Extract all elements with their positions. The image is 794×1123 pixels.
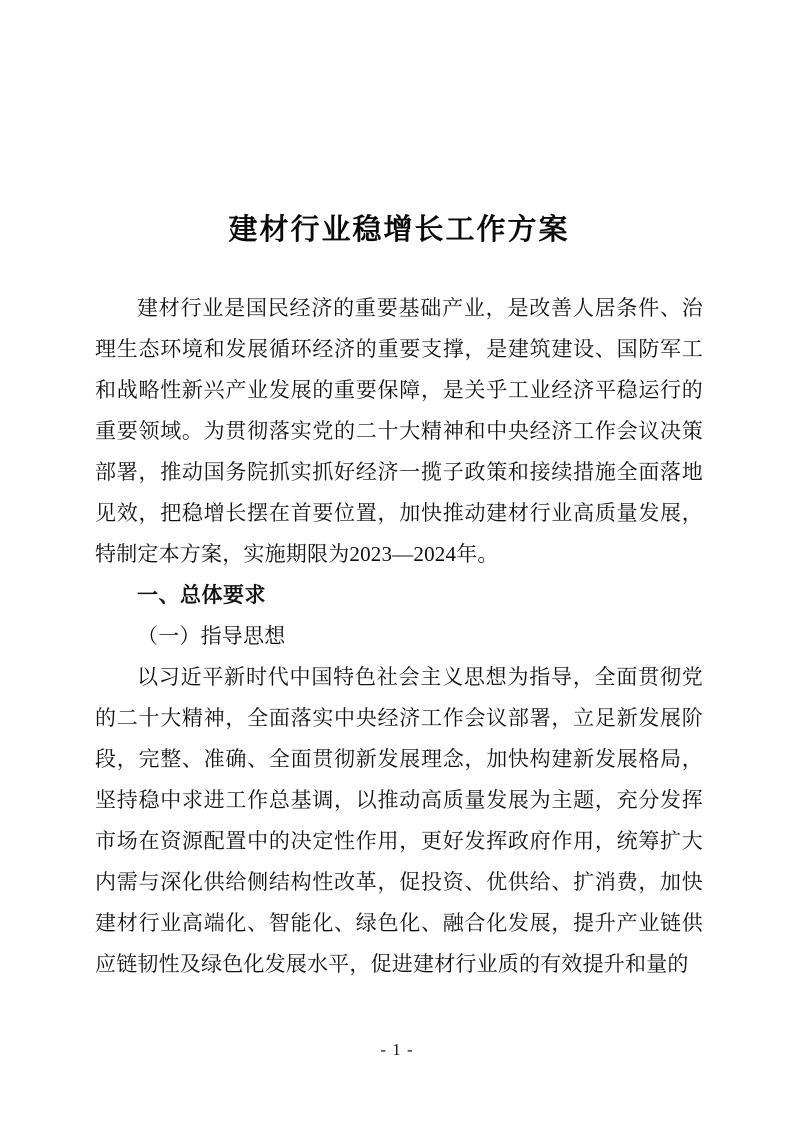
subsection-heading-guiding-thought: （一）指导思想 — [137, 624, 286, 649]
paragraph-guiding-thought: 以习近平新时代中国特色社会主义思想为指导，全面贯彻党的二十大精神，全面落实中央经济工作会议部署，立足新发展阶段，完整、准确、全面贯彻新发展理念，加快构建新发展格局，坚持稳中求进工作总基调，以推动高质量发展为主题，充分发挥市场在资源配置中的决定性作用，更好发挥政府作用，统筹扩大内需与深化供给侧结构性改革，促投资、优供给、扩消费，加快建材行业高端化、智能化、绿色化、融合化发展，提升产业链供应链韧性及绿色化发展水平，促进建材行业质的有效提升和量的 — [95, 665, 703, 977]
section-heading-one: 一、总体要求 — [137, 584, 266, 608]
paragraph-intro: 建材行业是国民经济的重要基础产业，是改善人居条件、治理生态环境和发展循环经济的重要支撑，是建筑建设、国防军工和战略性新兴产业发展的重要保障，是关乎工业经济平稳运行的重要领域。为贯彻落实党的二十大精神和中央经济工作会议决策部署，推动国务院抓实抓好经济一揽子政策和接续措施全面落地见效，把稳增长摆在首要位置，加快推动建材行业高质量发展，特制定本方案，实施期限为2023—2024年。 — [95, 296, 703, 567]
document-body — [95, 0, 703, 985]
page-number: - 1 - — [380, 1040, 414, 1059]
page-title: 建材行业稳增长工作方案 — [228, 214, 570, 246]
